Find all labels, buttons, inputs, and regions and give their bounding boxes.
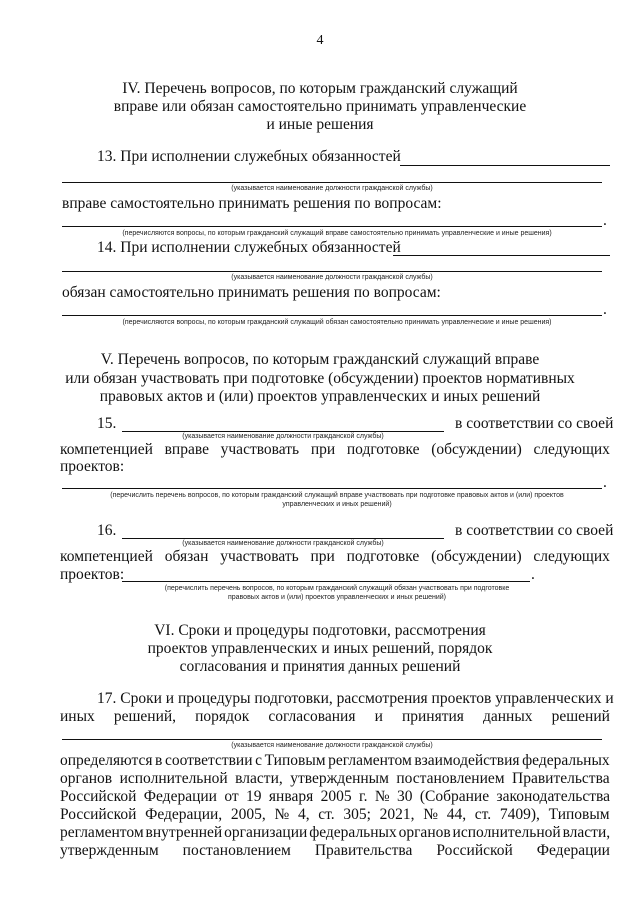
word: участвовать <box>220 548 299 565</box>
word: принятия <box>401 708 464 725</box>
word: (обсуждении) <box>431 548 522 565</box>
word: решений <box>551 708 610 725</box>
item-14-rest: обязан самостоятельно принимать решения по вопросам: <box>62 284 441 301</box>
item-16-hint: (указывается наименование должности гражданской службы) <box>182 540 384 547</box>
item-15-line-2 <box>60 441 610 459</box>
body-text: Российской Федерации от 19 января 2005 г. № 30 (Собрание законодательства <box>60 788 611 805</box>
word: следующих <box>533 548 610 565</box>
word: решений, <box>113 708 177 725</box>
word: при <box>310 548 335 565</box>
body-text: Российской Федерации, 2005, № 4, ст. 305; 2021, № 44, ст. 7409), Типовым <box>60 806 610 823</box>
item-13-position-line <box>400 165 610 166</box>
body-line <box>60 842 610 860</box>
word: обязан <box>164 548 209 565</box>
word: иных <box>60 708 95 725</box>
word: участвовать <box>220 441 300 458</box>
item-15-tail: в соответствии со своей <box>455 415 614 432</box>
item-16-number: 16. <box>97 522 117 539</box>
word: Правительства <box>314 842 413 859</box>
item-14-list-period: . <box>603 301 607 318</box>
word: вправе <box>164 441 209 458</box>
word: подготовке <box>346 548 420 565</box>
word: данных <box>482 708 533 725</box>
word: Российской <box>436 842 513 859</box>
item-16-line-2 <box>60 548 610 566</box>
item-15-list-hint-2: управленческих и иных решений) <box>282 501 392 508</box>
item-13-list-line <box>62 226 602 227</box>
item-17-line-2 <box>60 708 610 726</box>
word: согласования <box>268 708 356 725</box>
item-16-list-period: . <box>531 566 535 583</box>
page-number: 4 <box>316 33 324 48</box>
section-6-title-line: согласования и принятия данных решений <box>179 658 461 675</box>
item-17-hint: (указывается наименование должности гражданской службы) <box>231 742 433 749</box>
item-15-list-hint: (перечислить перечень вопросов, по которым гражданский служащий вправе участвовать при подготовке правовых актов и (или) проектов <box>110 492 564 499</box>
word: утвержденным <box>60 842 159 859</box>
word: (обсуждении) <box>431 441 522 458</box>
section-6-title-line: VI. Сроки и процедуры подготовки, рассмотрения <box>154 622 486 639</box>
body-line <box>60 788 610 806</box>
body-line <box>60 752 610 770</box>
word: следующих <box>533 441 610 458</box>
item-14-position-line-2 <box>62 271 602 272</box>
item-15-hint: (указывается наименование должности гражданской службы) <box>182 433 384 440</box>
item-14-list-line <box>62 315 602 316</box>
section-4-title-line: вправе или обязан самостоятельно принимать управленческие <box>113 98 527 115</box>
section-6-title-line: проектов управленческих и иных решений, порядок <box>147 640 493 657</box>
item-13-list-period: . <box>603 212 607 229</box>
body-text: регламентом внутренней организации федеральных органов исполнительной власти, <box>60 824 611 841</box>
item-16-list-hint: (перечислить перечень вопросов, по которым гражданский служащий обязан участвовать при подготовке <box>164 585 510 592</box>
body-text: определяются в соответствии с Типовым регламентом взаимодействия федеральных <box>60 752 610 769</box>
word: при <box>310 441 336 458</box>
item-13-list-hint: (перечисляются вопросы, по которым гражданский служащий вправе самостоятельно принимать управленческие и иные решения) <box>122 230 552 237</box>
section-5-title-line: или обязан участвовать при подготовке (обсуждении) проектов нормативных <box>65 370 575 387</box>
item-15-list-period: . <box>603 474 607 491</box>
section-4-title-line: IV. Перечень вопросов, по которым гражданский служащий <box>122 80 518 97</box>
word: подготовке <box>346 441 420 458</box>
item-13-text: 13. При исполнении служебных обязанностей <box>97 148 401 165</box>
item-15-line-3: проектов: <box>60 458 125 475</box>
body-line <box>60 806 610 824</box>
item-14-text: 14. При исполнении служебных обязанностей <box>97 239 401 256</box>
word: компетенцией <box>60 441 153 458</box>
section-5-title-line: V. Перечень вопросов, по которым гражданский служащий вправе <box>100 351 540 368</box>
section-5-title-line: правовых актов и (или) проектов управленческих и иных решений <box>99 388 541 405</box>
item-14-hint: (указывается наименование должности гражданской службы) <box>231 274 433 281</box>
item-17-line-1: 17. Сроки и процедуры подготовки, рассмотрения проектов управленческих и <box>97 690 614 707</box>
word: и <box>374 708 383 725</box>
item-15-number: 15. <box>97 415 117 432</box>
body-line <box>60 824 610 842</box>
section-4-title-line: и иные решения <box>266 116 374 133</box>
word: порядок <box>195 708 250 725</box>
item-16-line-3: проектов: <box>60 566 125 583</box>
word: постановлением <box>182 842 291 859</box>
item-15-list-line <box>62 488 602 489</box>
item-14-position-line <box>393 255 610 256</box>
item-13-rest: вправе самостоятельно принимать решения по вопросам: <box>62 195 442 212</box>
body-line <box>60 770 610 788</box>
item-14-list-hint: (перечисляются вопросы, по которым гражданский служащий обязан самостоятельно принимать управленческие и иные решения) <box>122 319 552 326</box>
item-13-hint: (указывается наименование должности гражданской службы) <box>231 185 433 192</box>
body-text: органов исполнительной власти, утвержденным постановлением Правительства <box>60 770 610 787</box>
item-16-list-hint-2: правовых актов и (или) проектов управленческих и иных решений) <box>227 594 447 601</box>
word: компетенцией <box>60 548 153 565</box>
word: Федерации <box>536 842 610 859</box>
item-17-position-line <box>62 739 602 740</box>
item-16-tail: в соответствии со своей <box>455 522 614 539</box>
item-13-position-line-2 <box>62 182 602 183</box>
item-16-list-line <box>122 581 530 582</box>
